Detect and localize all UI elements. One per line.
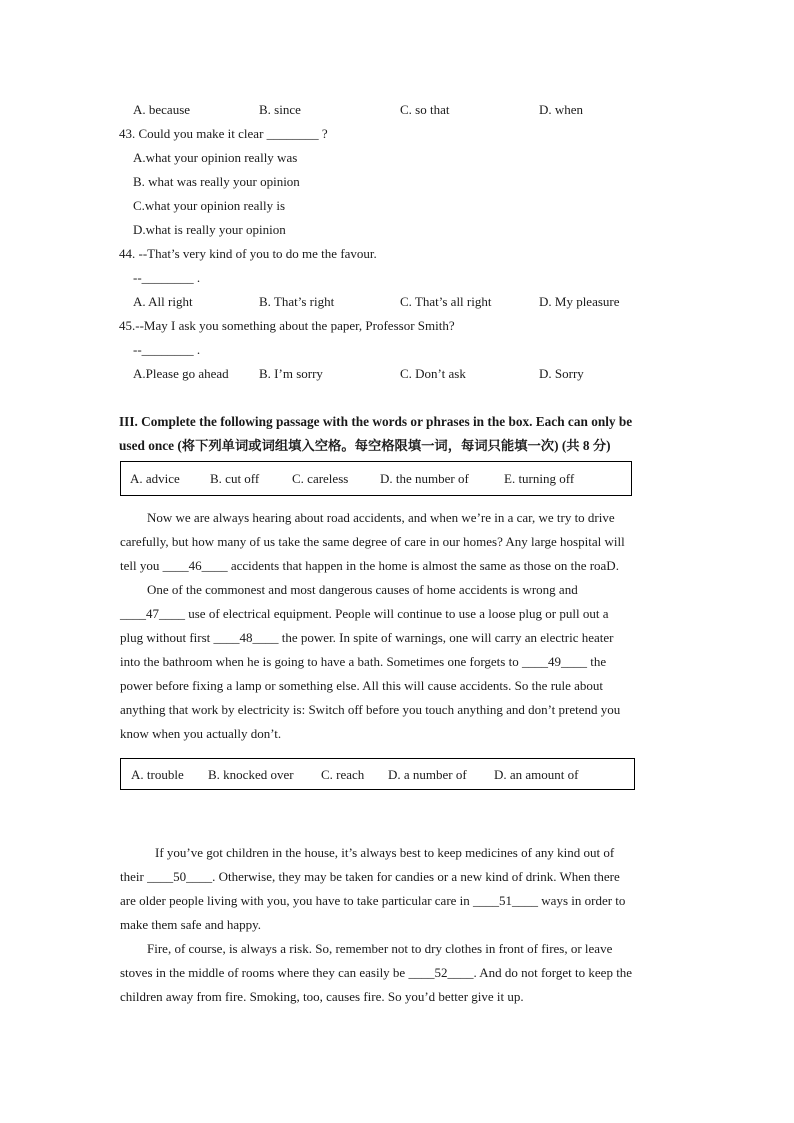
- word-box-1-item: D. the number of: [380, 471, 469, 486]
- q43-option-d: D.what is really your opinion: [133, 222, 286, 237]
- q44-option-c: C. That’s all right: [400, 294, 492, 309]
- q43-option-c: C.what your opinion really is: [133, 198, 286, 213]
- section-3-heading-line1: III. Complete the following passage with the words or phrases in the box. Each can only be: [119, 414, 633, 429]
- word-box-2: [120, 758, 635, 790]
- q42-option-c: C. so that: [400, 102, 450, 117]
- passage-2-line: make them safe and happy.: [120, 917, 262, 932]
- passage-1-line: tell you ____46____ accidents that happen in the home is almost the same as those on the roaD.: [120, 558, 619, 573]
- passage-2-line: Fire, of course, is always a risk. So, remember not to dry clothes in front of fires, or leave: [147, 941, 613, 956]
- passage-1-line: plug without first ____48____ the power. In spite of warnings, one will carry an electric heater: [120, 630, 614, 645]
- passage-2-line: If you’ve got children in the house, it’s always best to keep medicines of any kind out of: [155, 845, 615, 860]
- passage-1-line: know when you actually don’t.: [120, 726, 282, 741]
- word-box-1-item: B. cut off: [210, 471, 260, 486]
- passage-2-line: are older people living with you, you have to take particular care in ____51____ ways in order to: [120, 893, 626, 908]
- q43-option-a: A.what your opinion really was: [133, 150, 298, 165]
- passage-2-line: their ____50____. Otherwise, they may be taken for candies or a new kind of drink. When there: [120, 869, 620, 884]
- word-box-1: [120, 461, 632, 496]
- word-box-2-item: C. reach: [321, 767, 365, 782]
- word-box-1-item: C. careless: [292, 471, 349, 486]
- q45-option-a: A.Please go ahead: [133, 366, 229, 381]
- word-box-2-item: D. a number of: [388, 767, 467, 782]
- passage-1-line: carefully, but how many of us take the same degree of care in our homes? Any large hospital will: [120, 534, 625, 549]
- passage-1-line: ____47____ use of electrical equipment. People will continue to use a loose plug or pull out a: [120, 606, 609, 621]
- q44-response: --________ .: [133, 270, 201, 285]
- word-box-2-item: A. trouble: [131, 767, 184, 782]
- q43-stem: 43. Could you make it clear ________ ?: [119, 126, 328, 141]
- passage-1-line: Now we are always hearing about road accidents, and when we’re in a car, we try to drive: [147, 510, 615, 525]
- word-box-2-item: D. an amount of: [494, 767, 579, 782]
- q45-stem: 45.--May I ask you something about the paper, Professor Smith?: [119, 318, 455, 333]
- q45-response: --________ .: [133, 342, 201, 357]
- q44-option-d: D. My pleasure: [539, 294, 620, 309]
- word-box-1-item: A. advice: [130, 471, 180, 486]
- section-3-heading-line2: used once (将下列单词或词组填入空格。每空格限填一词，每词只能填一次) (共 8 分): [119, 438, 611, 453]
- q44-stem: 44. --That’s very kind of you to do me the favour.: [119, 246, 377, 261]
- passage-2-line: children away from fire. Smoking, too, causes fire. So you’d better give it up.: [120, 989, 524, 1004]
- word-box-2-item: B. knocked over: [208, 767, 294, 782]
- q45-option-c: C. Don’t ask: [400, 366, 466, 381]
- q45-option-b: B. I’m sorry: [259, 366, 323, 381]
- passage-1-line: into the bathroom when he is going to have a bath. Sometimes one forgets to ____49____ the: [120, 654, 607, 669]
- passage-1-line: power before fixing a lamp or something else. All this will cause accidents. So the rule about: [120, 678, 604, 693]
- q44-option-b: B. That’s right: [259, 294, 335, 309]
- word-box-1-item: E. turning off: [504, 471, 575, 486]
- q44-option-a: A. All right: [133, 294, 193, 309]
- q42-option-d: D. when: [539, 102, 584, 117]
- passage-1-line: One of the commonest and most dangerous causes of home accidents is wrong and: [147, 582, 578, 597]
- q42-option-a: A. because: [133, 102, 191, 117]
- q43-option-b: B. what was really your opinion: [133, 174, 300, 189]
- q42-option-b: B. since: [259, 102, 301, 117]
- q45-option-d: D. Sorry: [539, 366, 584, 381]
- passage-2-line: stoves in the middle of rooms where they can easily be ____52____. And do not forget to keep the: [120, 965, 633, 980]
- passage-1-line: anything that work by electricity is: Switch off before you touch anything and don’t pretend you: [120, 702, 621, 717]
